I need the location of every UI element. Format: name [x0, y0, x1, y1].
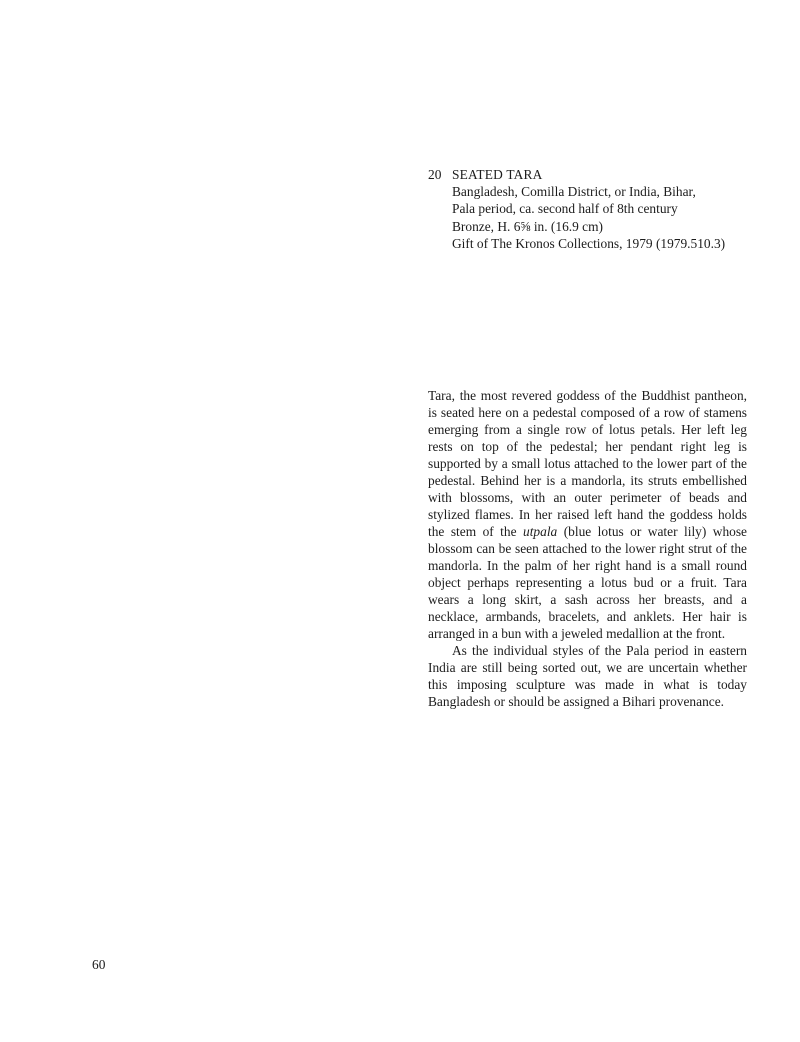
catalogue-title: SEATED TARA [452, 167, 543, 182]
catalogue-credit-line: Gift of The Kronos Collections, 1979 (1979.510.3) [452, 235, 726, 251]
catalogue-period-line: Pala period, ca. second half of 8th century [452, 201, 678, 217]
description-paragraph: As the individual styles of the Pala period in eastern India are still being sorted out, we are uncertain whether this imposing sculpture was made in what is today Bangladesh or should be assigned a Bihari provenance. [428, 643, 747, 709]
description-text [428, 387, 747, 710]
catalogue-medium-line: Bronze, H. 6⅝ in. (16.9 cm) [452, 218, 603, 234]
description-text-run: Tara, the most revered goddess of the Buddhist pantheon, is seated here on a pedestal composed of a row of stamens emerging from a single row of lotus petals. Her left leg rests on top of the pedestal; her pendant right leg is supported by a small lotus attached to the lower part of the pedestal. Behind her is a mandorla, its struts embellished with blossoms, with an outer perimeter of beads and stylized flames. In her raised left hand the goddess holds the stem of the [428, 388, 747, 539]
catalogue-provenance-line: Bangladesh, Comilla District, or India, Bihar, [452, 184, 696, 200]
description-text-run: (blue lotus or water lily) whose blossom can be seen attached to the lower right strut of the mandorla. In the palm of her right hand is a small round object perhaps representing a lotus bud or a fruit. Tara wears a long skirt, a sash across her breasts, and a necklace, armbands, bracelets, and anklets. Her hair is arranged in a bun with a jeweled medallion at the front. [428, 524, 747, 641]
description-italic-term: utpala [523, 524, 558, 539]
catalogue-number: 20 [428, 167, 442, 182]
page-number: 60 [92, 957, 106, 972]
catalogue-caption [428, 166, 758, 252]
catalogue-heading [428, 166, 758, 183]
description-paragraph [428, 387, 747, 642]
